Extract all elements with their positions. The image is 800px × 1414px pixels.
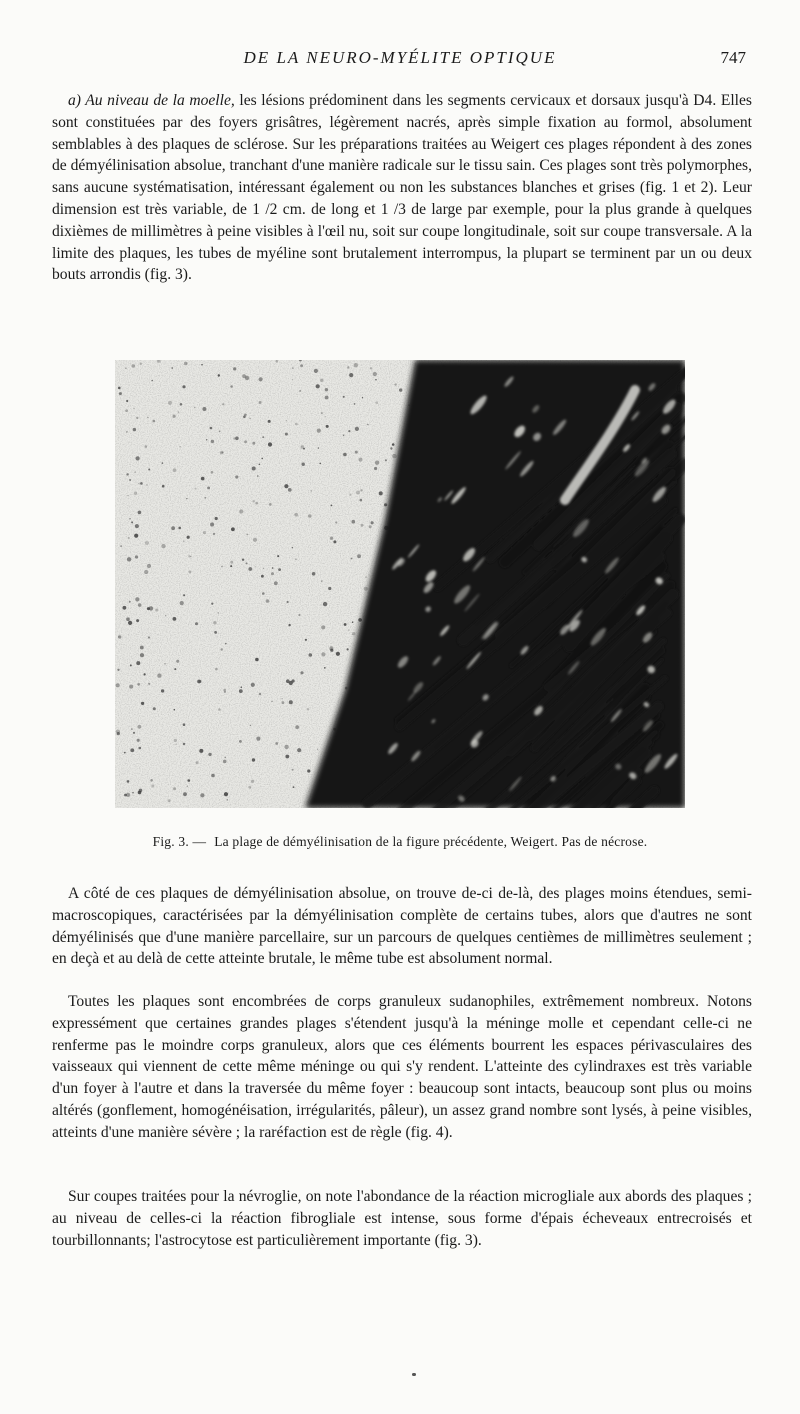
paragraph-body: les lésions prédominent dans les segments cervicaux et dorsaux jusqu'à D4. Elles sont constituées par des foyers grisâtres, légèrement nacrés, après simple fixation au formol, absolument semblables à des plaques de sclérose. Sur les préparations traitées au Weigert ces plages répondent à des zones de démyélinisation absolue, tranchant d'une manière radicale sur le tissu sain. Ces plages sont très polymorphes, sans aucune systématisation, intéressant également ou non les substances blanches et grises (fig. 1 et 2). Leur dimension est très variable, de 1 /2 cm. de long et 1 /3 de large par exemple, pour la plus grande à quelques dixièmes de millimètres à peine visibles à l'œil nu, soit sur coupe longitudinale, soit sur coupe transversale. A la limite des plaques, les tubes de myéline sont brutalement interrompus, la plupart se terminent par un ou deux bouts arrondis (fig. 3). <box>52 92 753 284</box>
figure-number: Fig. 3. — <box>152 834 207 849</box>
micrograph-figure <box>115 360 685 808</box>
paragraph-semi-macroscopic <box>52 883 752 970</box>
page-number: 747 <box>720 48 746 67</box>
demyelination-micrograph <box>115 360 685 808</box>
footer-mark <box>412 1373 416 1376</box>
paragraph-lead: a) Au niveau de la moelle, <box>68 92 235 109</box>
page-header <box>0 48 800 72</box>
paragraph-body: Toutes les plaques sont encombrées de corps granuleux sudanophiles, extrêmement nombreux. Notons expressément que certaines grandes plages s'étendent jusqu'à la méninge molle et cependant celle-ci ne renferme pas le moindre corps granuleux, alors que ces éléments bourrent les espaces périvasculaires des vaisseaux qui viennent de cette même méninge ou qui s'y rendent. L'atteinte des cylindraxes est très variable d'un foyer à l'autre et dans la traversée du même foyer : beaucoup sont intacts, beaucoup sont plus ou moins altérés (gonflement, homogénéisation, irrégularités, pâleur), un assez grand nombre sont lysés, à peine visibles, atteints d'une manière sévère ; la raréfaction est de règle (fig. 4). <box>52 993 752 1141</box>
paragraph-body: A côté de ces plaques de démyélinisation absolue, on trouve de-ci de-là, des plages moins étendues, semi-macroscopiques, caractérisées par la démyélinisation complète de certains tubes, alors que d'autres ne sont démyélinisés que d'une manière parcellaire, sur un parcours de quelques centièmes de millimètres seulement ; en deçà et au delà de cette atteinte brutale, le même tube est absolument normal. <box>52 885 752 968</box>
figure-caption <box>0 834 800 850</box>
paragraph-spinal-cord <box>52 90 752 286</box>
running-title: DE LA NEURO-MYÉLITE OPTIQUE <box>243 48 557 67</box>
paragraph-neuroglia <box>52 1186 752 1251</box>
figure-caption-text: La plage de démyélinisation de la figure précédente, Weigert. Pas de nécrose. <box>214 834 648 849</box>
paragraph-body: Sur coupes traitées pour la névroglie, on note l'abondance de la réaction microgliale aux abords des plaques ; au niveau de celles-ci la réaction fibrogliale est intense, sous forme d'épais écheveaux entrecroisés et tourbillonnants; l'astrocytose est particulièrement importante (fig. 3). <box>52 1188 752 1249</box>
paragraph-granular-bodies <box>52 991 752 1144</box>
